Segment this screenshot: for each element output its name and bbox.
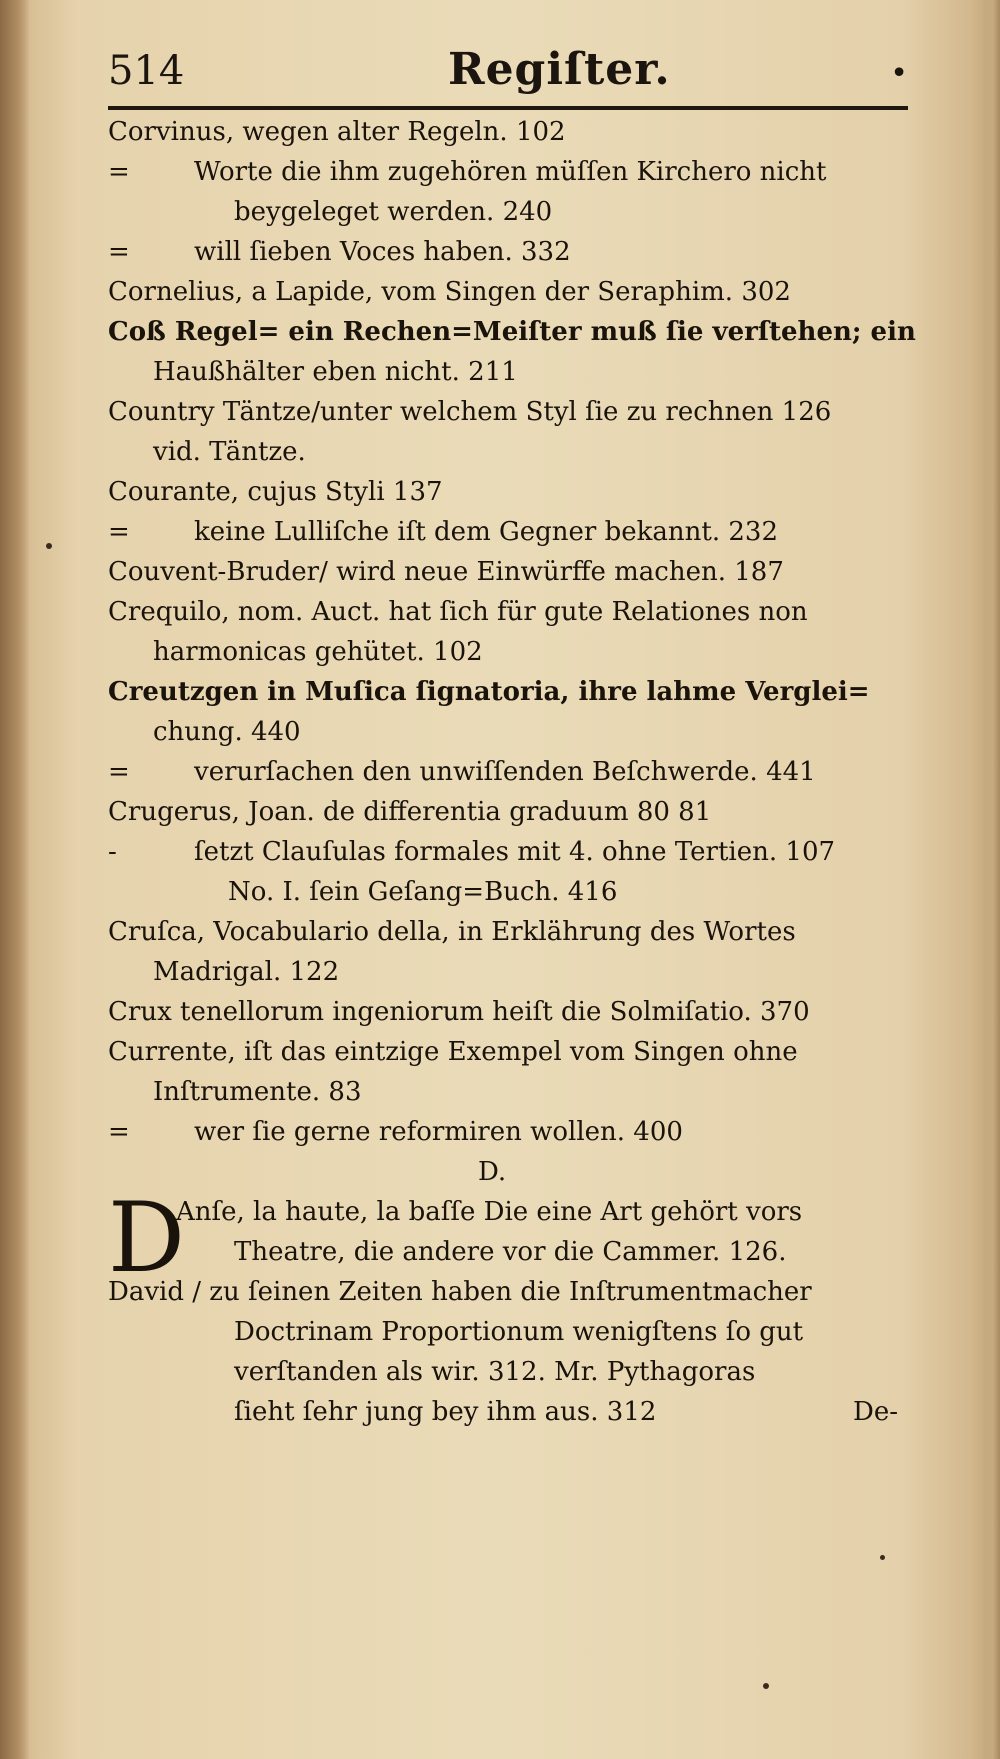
index-subentry [108,512,778,552]
entry-text: will ſieben Voces haben. 332 [194,237,571,267]
header-ornament: • [890,56,908,91]
index-entry-continuation: vid. Täntze. [153,437,306,467]
index-entry-continuation: chung. 440 [153,717,301,747]
index-entry: Cornelius, a Lapide, vom Singen der Seraphim. 302 [108,277,791,307]
index-entry: Crequilo, nom. Auct. hat ſich für gute Relationes non [108,597,808,627]
catchword: De- [853,1397,899,1427]
ink-spot [880,1555,885,1560]
page-edge [982,0,1000,1759]
index-entry: Coß Regel= ein Rechen=Meiſter muß ſie verſtehen; ein [108,317,916,347]
index-entry-continuation: No. I. ſein Geſang=Buch. 416 [228,877,618,907]
index-entry-continuation: Haußhälter eben nicht. 211 [153,357,518,387]
entry-text: verurſachen den unwiſſenden Beſchwerde. 441 [194,757,816,787]
ditto-mark: = [108,517,130,547]
ink-spot [763,1683,769,1689]
page-gutter [0,0,30,1759]
entry-text: wer ſie gerne reformiren wollen. 400 [194,1117,683,1147]
index-entry: Anſe, la haute, la baſſe Die eine Art gehört vors [176,1197,803,1227]
index-entry: Crux tenellorum ingeniorum heiſt die Solmiſatio. 370 [108,997,810,1027]
index-entry: Country Täntze/unter welchem Styl ſie zu rechnen 126 [108,397,832,427]
index-subentry [108,152,827,192]
index-subentry [108,232,571,272]
index-subentry [108,1112,683,1152]
index-entry: Currente, iſt das eintzige Exempel vom Singen ohne [108,1037,798,1067]
index-entry: Courante, cujus Styli 137 [108,477,443,507]
ditto-mark: = [108,757,130,787]
index-entry: David / zu ſeinen Zeiten haben die Inſtrumentmacher [108,1277,812,1307]
index-entry: Couvent-Bruder/ wird neue Einwürffe machen. 187 [108,557,784,587]
ditto-mark: = [108,237,130,267]
ditto-mark: = [108,157,130,187]
ditto-mark: = [108,1117,130,1147]
page-number: 514 [108,48,185,94]
index-entry-continuation: verſtanden als wir. 312. Mr. Pythagoras [234,1357,756,1387]
index-subentry [108,832,835,872]
index-entry-continuation: Doctrinam Proportionum wenigſtens ſo gut [234,1317,804,1347]
index-entry-continuation: harmonicas gehütet. 102 [153,637,483,667]
header-rule [108,106,908,110]
section-letter: D. [478,1157,507,1187]
running-head: Regiſter. [448,44,671,95]
index-subentry [108,752,816,792]
index-entry-continuation: Madrigal. 122 [153,957,340,987]
dash-mark: - [108,837,117,867]
drop-capital: D [108,1182,185,1294]
index-entry-continuation: beygeleget werden. 240 [234,197,553,227]
index-entry-continuation: ſieht ſehr jung bey ihm aus. 312 [234,1397,657,1427]
index-entry-continuation: Theatre, die andere vor die Cammer. 126. [234,1237,787,1267]
index-entry: Corvinus, wegen alter Regeln. 102 [108,117,566,147]
entry-text: keine Lulliſche iſt dem Gegner bekannt. 232 [194,517,778,547]
page-header [108,40,908,110]
index-entry-continuation: Inſtrumente. 83 [153,1077,362,1107]
entry-text: Worte die ihm zugehören müſſen Kirchero nicht [194,157,827,187]
entry-text: ſetzt Clauſulas formales mit 4. ohne Tertien. 107 [194,837,836,867]
index-entry: Crugerus, Joan. de differentia graduum 80 81 [108,797,712,827]
ink-spot [46,543,52,549]
index-entry: Creutzgen in Muſica ſignatoria, ihre lahme Verglei= [108,677,870,707]
index-entry: Cruſca, Vocabulario della, in Erklährung des Wortes [108,917,796,947]
